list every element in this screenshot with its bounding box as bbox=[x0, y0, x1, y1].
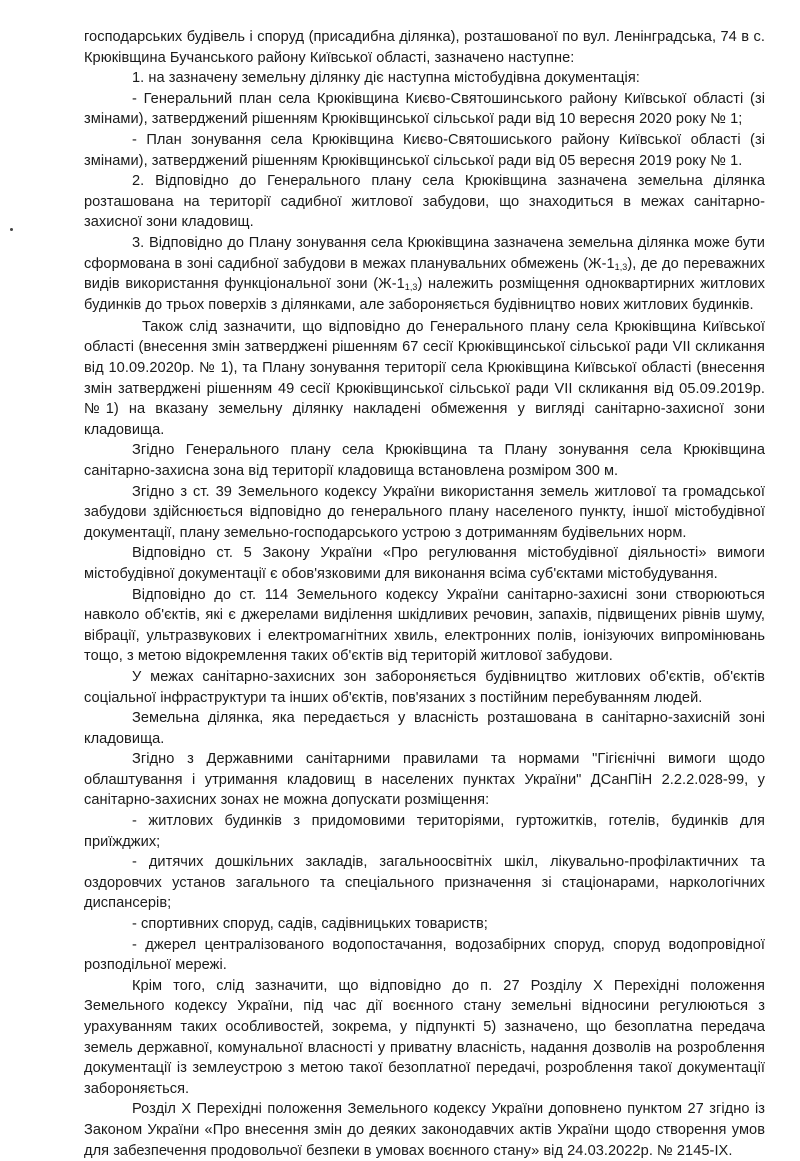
paragraph-sanitary-zone-size: Згідно Генерального плану села Крюківщина та Плану зонування села Крюківщина санітарно-захисна зона від території кладовища встановлена розміром 300 м. bbox=[84, 442, 765, 479]
paragraph-article-5: Відповідно ст. 5 Закону України «Про регулювання містобудівної діяльності» вимоги містобудівної документації є обов'язковими для виконання всіма суб'єктами містобудування. bbox=[84, 545, 765, 582]
list-item-institutions: - дитячих дошкільних закладів, загальноосвітніх шкіл, лікувально-профілактичних та оздоровчих установ загального та спеціального призначення зі стаціонарами, наркологічних диспансерів; bbox=[84, 854, 765, 912]
paragraph-general-plan: - Генеральний план села Крюківщина Києво-Святошинського району Київської області (зі змінами), затверджений рішенням Крюківщинської сільської ради від 10 вересня 2020 року № 1; bbox=[84, 90, 765, 128]
paragraph-zoning-plan: - План зонування села Крюківщина Києво-Святошиського району Київської області (зі змінами), затверджений рішенням Крюківщинської сільської ради від 05 вересня 2019 року № 1. bbox=[84, 131, 765, 169]
paragraph-martial-law: Крім того, слід зазначити, що відповідно до п. 27 Розділу X Перехідні положення Земельного кодексу України, під час дії воєнного стану земельні відносини регулюються з урахуванням таких особливостей, зокрема, у підпункті 5) зазначено, що безоплатна передача земель державної, комунальної власності у приватну власність, надання дозволів на розроблення документації із землеустрою з метою такої безоплатної передачі, розроблення такої документації забороняється. bbox=[84, 977, 765, 1097]
list-item-sports: - спортивних споруд, садів, садівницьких товариств; bbox=[132, 916, 488, 933]
subscript-zone-index: 1,3 bbox=[614, 261, 628, 272]
paragraph-property-address: господарських будівель і споруд (присадибна ділянка), розташованої по вул. Ленінградська, 74 в с. Крюківщина Бучанського району Київської області, зазначено наступне: bbox=[84, 29, 765, 66]
paragraph-sanitary-rules: Згідно з Державними санітарними правилами та нормами "Гігієнічні вимоги щодо облаштування і утримання кладовищ в населених пунктах України" ДСанПіН 2.2.2.028-99, у санітарно-захисних зонах не можна допускати розміщення: bbox=[84, 751, 765, 809]
subscript-zone-index: 1,3 bbox=[404, 282, 418, 293]
paragraph-law-reference: Розділ X Перехідні положення Земельного кодексу України доповнено пунктом 27 згідно із Законом України «Про внесення змін до деяких законодавчих актів України щодо створення умов для забезпечення продовольчої безпеки в умовах воєнного стану» від 24.03.2022р. № 2145-IX. bbox=[84, 1101, 765, 1159]
paragraph-article-114: Відповідно до ст. 114 Земельного кодексу України санітарно-захисні зони створюються навколо об'єктів, які є джерелами виділення шкідливих речовин, запахів, підвищених рівнів шуму, вібрації, ультразвукових і електромагнітних хвиль, електронних полів, іонізуючих випромінювань тощо, з метою відокремлення таких об'єктів від територій житлової забудови. bbox=[84, 586, 765, 665]
paragraph-plot-location: Земельна ділянка, яка передається у власність розташована в санітарно-захисній зоні кладовища. bbox=[84, 710, 765, 747]
paragraph-article-39: Згідно з ст. 39 Земельного кодексу України використання земель житлової та громадської забудови здійснюється відповідно до генерального плану населеного пункту, іншої містобудівної документації, плану земельно-господарського устрою з дотриманням будівельних норм. bbox=[84, 483, 765, 541]
paragraph-prohibition: У межах санітарно-захисних зон забороняється будівництво житлових об'єктів, об'єктів соціальної інфраструктури та інших об'єктів, пов'язаних з постійним перебуванням людей. bbox=[84, 668, 765, 706]
list-item-housing: - житлових будинків з придомовими територіями, гуртожитків, готелів, будинків для приїжджих; bbox=[84, 813, 765, 850]
paragraph-restrictions: Також слід зазначити, що відповідно до Генерального плану села Крюківщина Київської області (внесення змін затверджені рішенням 67 сесії Крюківщинської сільської ради VII скликання від 10.09.2020р. № 1), та Плану зонування території села Крюківщина Київської області (внесення змін затверджені рішенням 49 сесії Крюківщинської сільської ради VII скликання від 05.09.2019р. №1) на вказану земельну ділянку накладені обмеження у вигляді санітарно-захисної зони кладовища. bbox=[84, 318, 765, 438]
paragraph-item-3: 3. Відповідно до Плану зонування села Крюківщина зазначена земельна ділянка може бути сформована в зоні садибної забудови в межах планувальних обмежень $(Ж-1_{1,3})$, де до переважних видів використання функціональної зони $(Ж-1_{1,3})$ належить розміщення одноквартирних житлових будинків до трьох поверхів з ділянками, але забороняється будівництво нових житлових будинків. bbox=[84, 234, 765, 313]
paragraph-item-2: 2. Відповідно до Генерального плану села Крюківщина зазначена земельна ділянка розташована на території садибної житлової забудови, що знаходиться в межах санітарно-захисної зони кладовищ. bbox=[84, 173, 765, 231]
scan-speck bbox=[10, 228, 13, 231]
list-item-water-supply: - джерел централізованого водопостачання, водозабірних споруд, споруд водопровідної розподільної мережі. bbox=[84, 936, 765, 974]
paragraph-item-1: 1. на зазначену земельну ділянку діє наступна містобудівна документація: bbox=[132, 70, 640, 87]
document-body bbox=[84, 27, 765, 1161]
